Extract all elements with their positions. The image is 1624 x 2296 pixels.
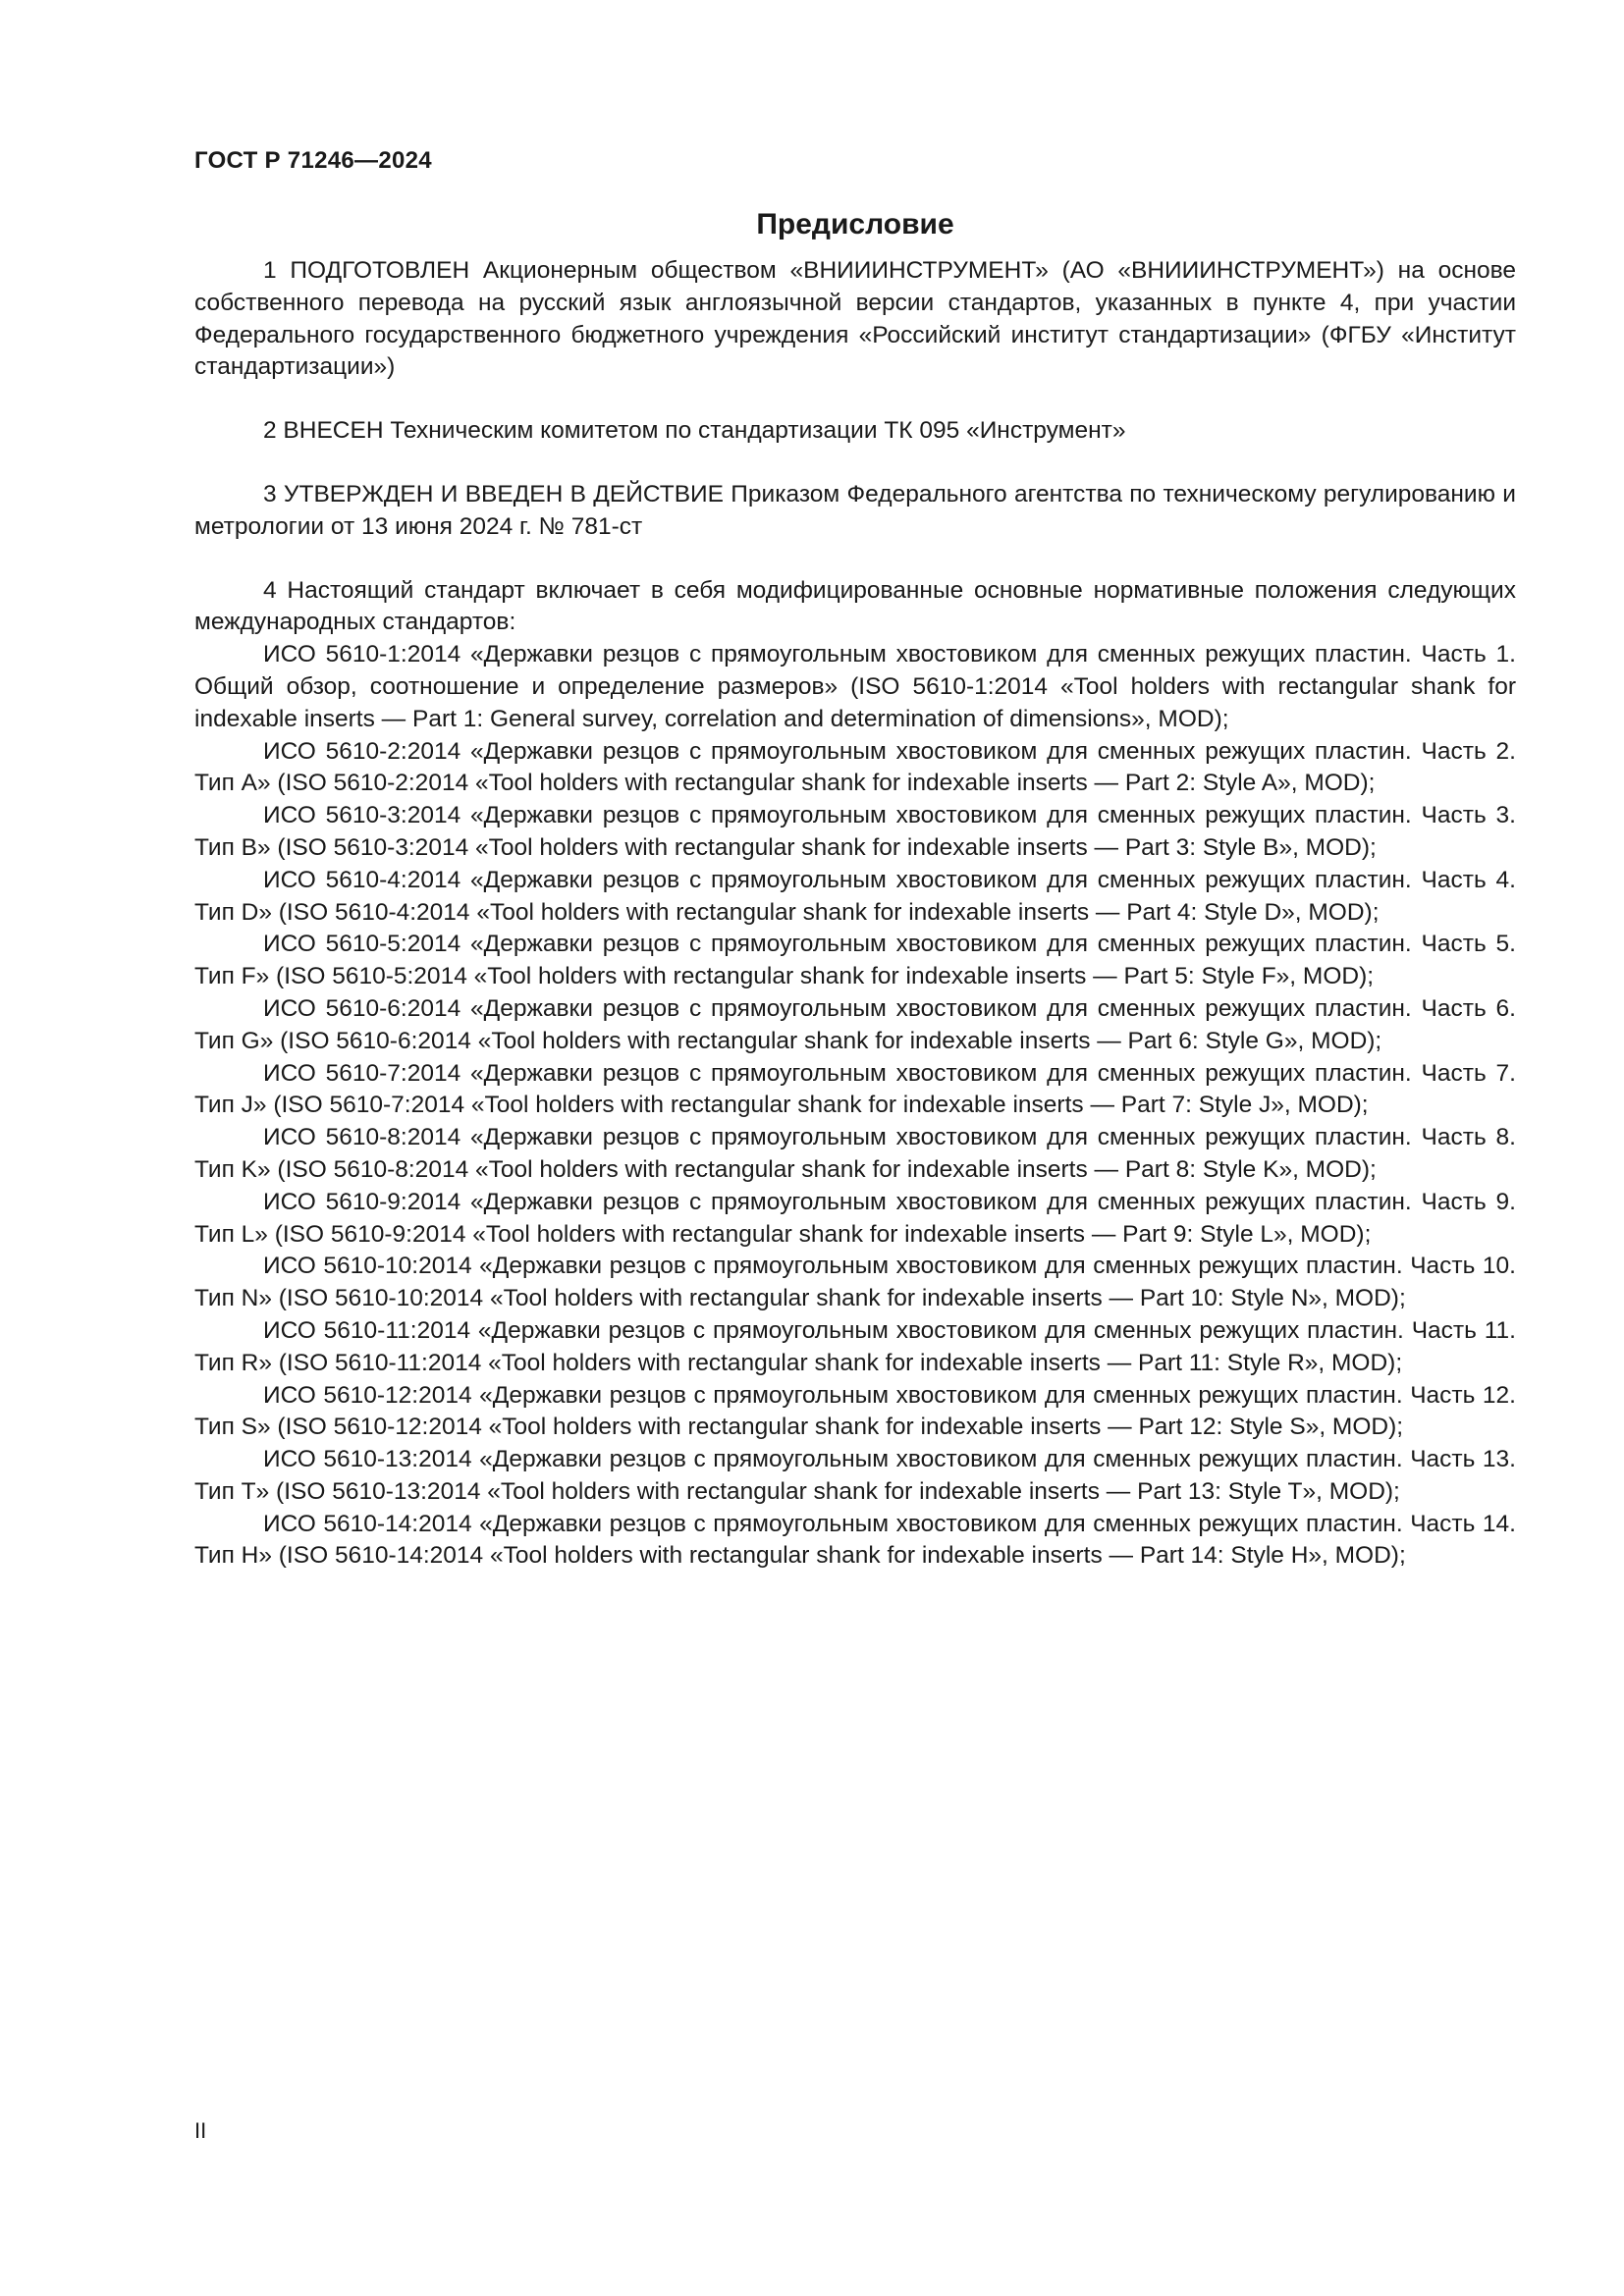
standard-item: ИСО 5610-1:2014 «Державки резцов с прямоугольным хвостовиком для сменных режущих пластин. Часть 1. Общий обзор, соотношение и определение размеров» (ISO 5610-1:2014 «Tool holders with rectangular shank for indexable inserts — Part 1: General survey, correlation and determination of dimensions», MOD); [194, 641, 1516, 732]
paragraph-includes: 4 Настоящий стандарт включает в себя модифицированные основные нормативные положения следующих международных стандартов: [194, 576, 1516, 636]
page-number: II [194, 2118, 207, 2143]
standard-item: ИСО 5610-11:2014 «Державки резцов с прямоугольным хвостовиком для сменных режущих пластин. Часть 11. Тип R» (ISO 5610-11:2014 «Tool holders with rectangular shank for indexable inserts — Part 11: Style R», MOD); [194, 1316, 1516, 1376]
standard-item: ИСО 5610-8:2014 «Державки резцов с прямоугольным хвостовиком для сменных режущих пластин. Часть 8. Тип K» (ISO 5610-8:2014 «Tool holders with rectangular shank for indexable inserts — Part 8: Style K», MOD); [194, 1124, 1516, 1183]
standard-item: ИСО 5610-13:2014 «Державки резцов с прямоугольным хвостовиком для сменных режущих пластин. Часть 13. Тип T» (ISO 5610-13:2014 «Tool holders with rectangular shank for indexable inserts — Part 13: Style T», MOD); [194, 1446, 1516, 1505]
paragraph-prepared-by: 1 ПОДГОТОВЛЕН Акционерным обществом «ВНИИИНСТРУМЕНТ» (АО «ВНИИИНСТРУМЕНТ») на основе собственного перевода на русский язык англоязычной версии стандартов, указанных в пункте 4, при участии Федерального государственного бюджетного учреждения «Российский институт стандартизации» (ФГБУ «Институт стандартизации») [194, 257, 1516, 381]
standard-item: ИСО 5610-14:2014 «Державки резцов с прямоугольным хвостовиком для сменных режущих пластин. Часть 14. Тип H» (ISO 5610-14:2014 «Tool holders with rectangular shank for indexable inserts — Part 14: Style H», MOD); [194, 1510, 1516, 1570]
standard-item: ИСО 5610-5:2014 «Державки резцов с прямоугольным хвостовиком для сменных режущих пластин. Часть 5. Тип F» (ISO 5610-5:2014 «Tool holders with rectangular shank for indexable inserts — Part 5: Style F», MOD); [194, 931, 1516, 990]
paragraph-submitted-by: 2 ВНЕСЕН Техническим комитетом по стандартизации ТК 095 «Инструмент» [263, 417, 1126, 445]
page-title: Предисловие [756, 208, 954, 240]
standard-item: ИСО 5610-10:2014 «Державки резцов с прямоугольным хвостовиком для сменных режущих пластин. Часть 10. Тип N» (ISO 5610-10:2014 «Tool holders with rectangular shank for indexable inserts — Part 10: Style N», MOD); [194, 1253, 1516, 1312]
standard-item: ИСО 5610-3:2014 «Державки резцов с прямоугольным хвостовиком для сменных режущих пластин. Часть 3. Тип В» (ISO 5610-3:2014 «Tool holders with rectangular shank for indexable inserts — Part 3: Style B», MOD); [194, 802, 1516, 861]
document-body [194, 255, 1516, 1573]
standard-item: ИСО 5610-7:2014 «Державки резцов с прямоугольным хвостовиком для сменных режущих пластин. Часть 7. Тип J» (ISO 5610-7:2014 «Tool holders with rectangular shank for indexable inserts — Part 7: Style J», MOD); [194, 1059, 1516, 1119]
standard-item: ИСО 5610-4:2014 «Державки резцов с прямоугольным хвостовиком для сменных режущих пластин. Часть 4. Тип D» (ISO 5610-4:2014 «Tool holders with rectangular shank for indexable inserts — Part 4: Style D», MOD); [194, 866, 1516, 926]
standard-item: ИСО 5610-2:2014 «Державки резцов с прямоугольным хвостовиком для сменных режущих пластин. Часть 2. Тип А» (ISO 5610-2:2014 «Tool holders with rectangular shank for indexable inserts — Part 2: Style A», MOD); [194, 737, 1516, 797]
standard-item: ИСО 5610-9:2014 «Державки резцов с прямоугольным хвостовиком для сменных режущих пластин. Часть 9. Тип L» (ISO 5610-9:2014 «Tool holders with rectangular shank for indexable inserts — Part 9: Style L», MOD); [194, 1188, 1516, 1248]
standard-item: ИСО 5610-6:2014 «Державки резцов с прямоугольным хвостовиком для сменных режущих пластин. Часть 6. Тип G» (ISO 5610-6:2014 «Tool holders with rectangular shank for indexable inserts — Part 6: Style G», MOD); [194, 994, 1516, 1054]
document-header: ГОСТ Р 71246—2024 [194, 147, 432, 174]
paragraph-approved: 3 УТВЕРЖДЕН И ВВЕДЕН В ДЕЙСТВИЕ Приказом Федерального агентства по техническому регулированию и метрологии от 13 июня 2024 г. № 781-ст [194, 480, 1516, 540]
standard-item: ИСО 5610-12:2014 «Державки резцов с прямоугольным хвостовиком для сменных режущих пластин. Часть 12. Тип S» (ISO 5610-12:2014 «Tool holders with rectangular shank for indexable inserts — Part 12: Style S», MOD); [194, 1381, 1516, 1441]
document-page [194, 147, 1516, 1573]
